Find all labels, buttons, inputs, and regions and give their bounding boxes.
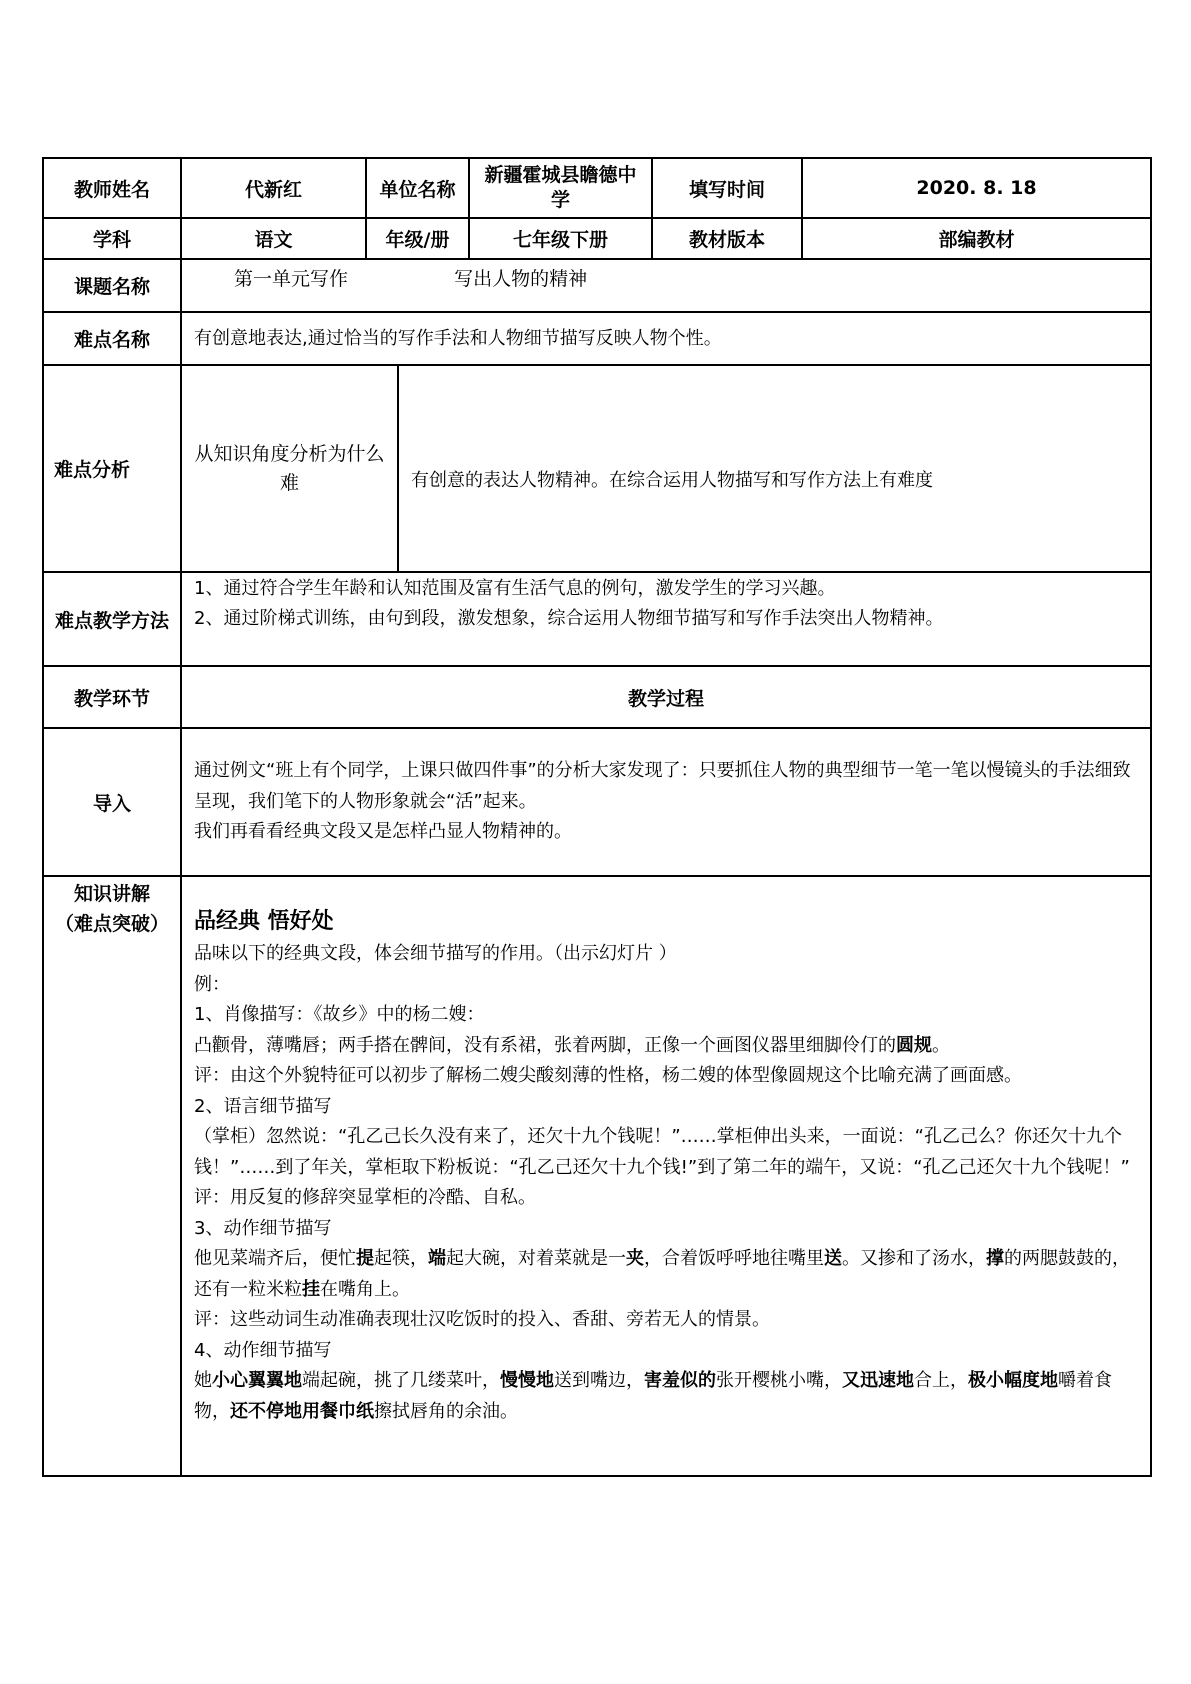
process-label: 教学环节	[43, 666, 181, 728]
knowledge-cell	[181, 876, 1151, 1476]
analysis-cell	[181, 365, 1151, 572]
fill-time-value: 2020. 8. 18	[802, 158, 1151, 218]
lesson-plan-table	[42, 157, 1152, 1477]
section-4-text: 她小心翼翼地端起碗，挑了几缕菜叶，慢慢地送到嘴边，害羞似的张开樱桃小嘴，又迅速地合上，极小幅度地嚼着食物，还不停地用餐巾纸擦拭唇角的余油。	[194, 1370, 1112, 1422]
knowledge-intro: 品味以下的经典文段，体会细节描写的作用。（出示幻灯片 ）	[194, 943, 677, 964]
method-item-1: 1、通过符合学生年龄和认知范围及富有生活气息的例句，激发学生的学习兴趣。	[194, 578, 836, 599]
edition-value: 部编教材	[802, 218, 1151, 259]
intro-line-1: 通过例文“班上有个同学，上课只做四件事”的分析大家发现了：只要抓住人物的典型细节一笔一笔以慢镜头的手法细致呈现，我们笔下的人物形象就会“活”起来。	[194, 760, 1131, 812]
header-row-1	[43, 158, 1151, 218]
fill-time-label: 填写时间	[652, 158, 802, 218]
header-row-2	[43, 218, 1151, 259]
intro-row	[43, 728, 1151, 876]
analysis-inner	[182, 366, 1150, 571]
method-label: 难点教学方法	[43, 572, 181, 666]
grade-value: 七年级下册	[469, 218, 652, 259]
intro-label: 导入	[43, 728, 181, 876]
topic-title: 写出人物的精神	[454, 268, 588, 290]
intro-line-2: 我们再看看经典文段又是怎样凸显人物精神的。	[194, 821, 572, 843]
topic-cell	[181, 259, 1151, 312]
difficulty-row	[43, 312, 1151, 365]
section-3-text: 他见菜端齐后，便忙提起筷，端起大碗，对着菜就是一夹，合着饭呼呼地往嘴里送。又掺和了汤水，撑的两腮鼓鼓的，还有一粒米粒挂在嘴角上。	[194, 1248, 1130, 1300]
section-1-comment: 评：由这个外貌特征可以初步了解杨二嫂尖酸刻薄的性格，杨二嫂的体型像圆规这个比喻充满了画面感。	[194, 1065, 1022, 1086]
knowledge-heading: 品经典 悟好处	[194, 909, 334, 934]
difficulty-label: 难点名称	[43, 312, 181, 365]
method-row	[43, 572, 1151, 666]
difficulty-text: 有创意地表达,通过恰当的写作手法和人物细节描写反映人物个性。	[181, 312, 1151, 365]
method-item-2: 2、通过阶梯式训练，由句到段，激发想象，综合运用人物细节描写和写作手法突出人物精神。	[194, 608, 944, 629]
method-cell	[181, 572, 1151, 666]
analysis-text: 有创意的表达人物精神。在综合运用人物描写和写作方法上有难度	[411, 469, 933, 491]
topic-label: 课题名称	[43, 259, 181, 312]
unit-label: 单位名称	[366, 158, 469, 218]
edition-label: 教材版本	[652, 218, 802, 259]
section-1-text: 凸颧骨，薄嘴唇；两手搭在髀间，没有系裙，张着两脚，正像一个画图仪器里细脚伶仃的圆规。	[194, 1034, 950, 1056]
section-3-title: 3、动作细节描写	[194, 1217, 332, 1239]
process-value: 教学过程	[181, 666, 1151, 728]
topic-row	[43, 259, 1151, 312]
topic-unit: 第一单元写作	[234, 268, 349, 290]
unit-value: 新疆霍城县瞻德中学	[469, 158, 652, 218]
analysis-row	[43, 365, 1151, 572]
section-4-title: 4、动作细节描写	[194, 1339, 332, 1361]
knowledge-example: 例：	[194, 973, 230, 995]
section-2-comment: 评：用反复的修辞突显掌柜的冷酷、自私。	[194, 1187, 536, 1208]
section-2-title: 2、语言细节描写	[194, 1095, 332, 1117]
knowledge-label-cell	[43, 876, 181, 1476]
grade-label: 年级/册	[366, 218, 469, 259]
section-1-title: 1、肖像描写：《故乡》中的杨二嫂：	[194, 1004, 485, 1025]
teacher-value: 代新红	[181, 158, 366, 218]
section-2-text: （掌柜）忽然说：“孔乙己长久没有来了，还欠十九个钱呢！”……掌柜伸出头来，一面说：“孔乙己么？你还欠十九个钱！”……到了年关，掌柜取下粉板说：“孔乙己还欠十九个钱!”到了第二年的端午，又说：“孔乙己还欠十九个钱呢！”	[194, 1126, 1130, 1178]
knowledge-row	[43, 876, 1151, 1476]
subject-label: 学科	[43, 218, 181, 259]
subject-value: 语文	[181, 218, 366, 259]
analysis-sub-label: 从知识角度分析为什么难	[182, 366, 398, 571]
analysis-label: 难点分析	[43, 365, 181, 572]
knowledge-label-2: （难点突破）	[54, 913, 169, 935]
intro-cell	[181, 728, 1151, 876]
knowledge-label: 知识讲解	[73, 883, 150, 905]
section-3-comment: 评：这些动词生动准确表现壮汉吃饭时的投入、香甜、旁若无人的情景。	[194, 1309, 770, 1330]
process-header-row	[43, 666, 1151, 728]
teacher-label: 教师姓名	[43, 158, 181, 218]
